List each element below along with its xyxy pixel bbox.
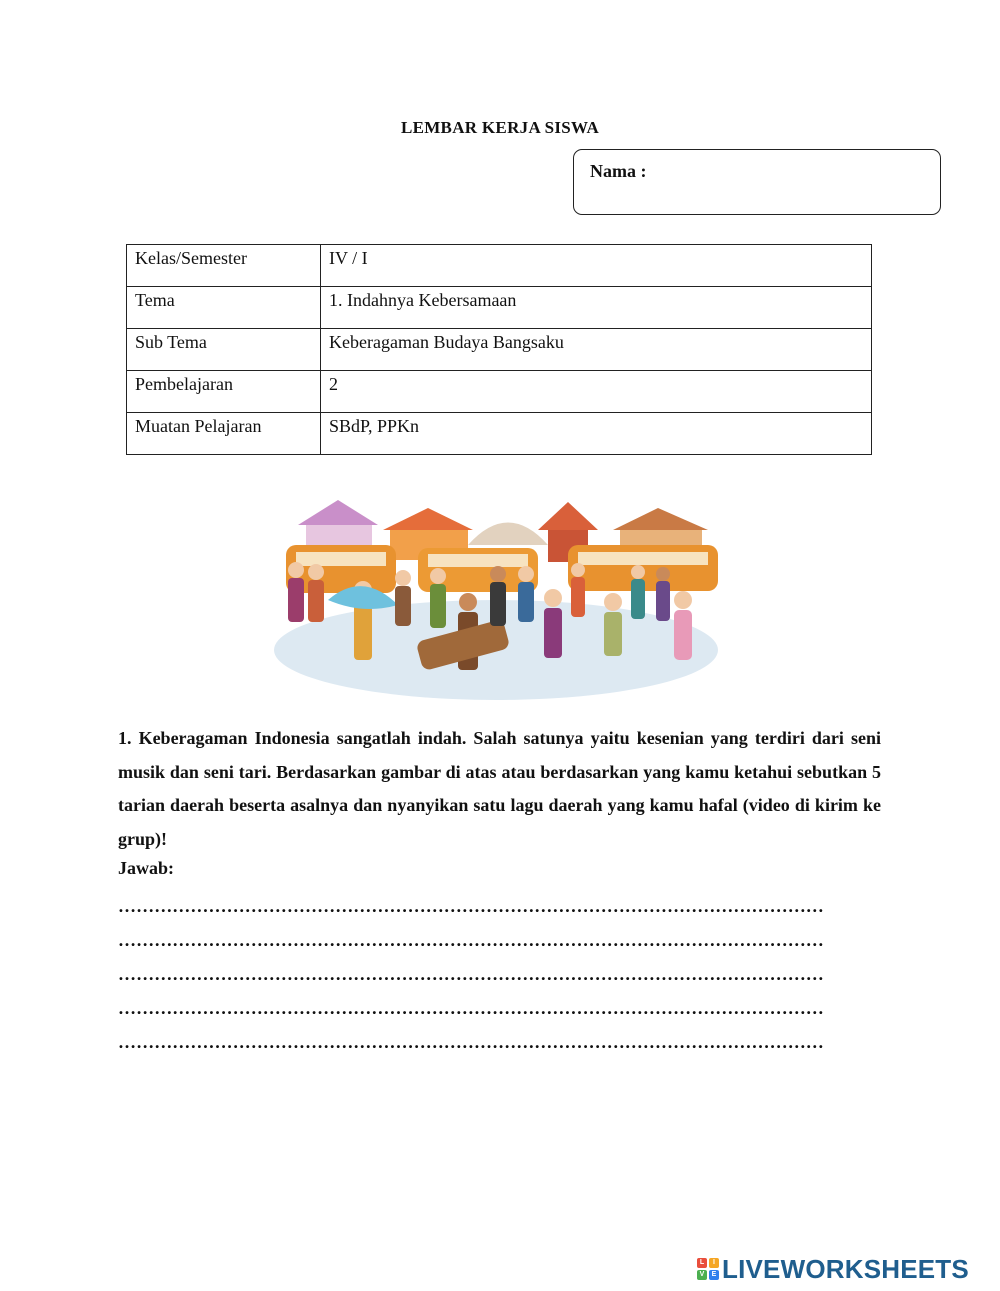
- info-value: 2: [321, 371, 872, 413]
- answer-label: Jawab:: [118, 858, 175, 878]
- logo-text: LIVEWORKSHEETS: [722, 1253, 969, 1284]
- answer-line[interactable]: ………………………………………………………………………………………………………: [118, 1032, 824, 1052]
- info-key: Sub Tema: [127, 329, 321, 371]
- info-value: Keberagaman Budaya Bangsaku: [321, 329, 872, 371]
- answer-line[interactable]: ………………………………………………………………………………………………………: [118, 998, 824, 1018]
- worksheet-title: LEMBAR KERJA SISWA: [400, 118, 600, 137]
- info-key: Muatan Pelajaran: [127, 413, 321, 455]
- table-row: [127, 329, 872, 371]
- question-text: 1. Keberagaman Indonesia sangatlah indah. Salah satunya yaitu kesenian yang terdiri dari seni musik dan seni tari. Berdasarkan gambar di atas atau berdasarkan yang kamu ketahui sebutkan 5 tarian daerah beserta asalnya dan nyanyikan satu lagu daerah yang kamu hafal (video di kirim ke grup)!: [118, 728, 881, 849]
- info-table: [126, 244, 872, 455]
- name-label: Nama :: [590, 161, 647, 181]
- table-row: [127, 245, 872, 287]
- info-key: Tema: [127, 287, 321, 329]
- logo-icon: [697, 1258, 719, 1280]
- name-field[interactable]: [573, 149, 941, 215]
- answer-area[interactable]: [118, 893, 881, 1063]
- table-row: [127, 371, 872, 413]
- logo-tile: L: [697, 1258, 707, 1268]
- info-value: IV / I: [321, 245, 872, 287]
- logo-tile: I: [709, 1258, 719, 1268]
- logo-tile: E: [709, 1270, 719, 1280]
- cultural-diversity-illustration: [268, 490, 724, 706]
- answer-line[interactable]: ………………………………………………………………………………………………………: [118, 930, 824, 950]
- liveworksheets-logo: [697, 1252, 969, 1286]
- info-key: Pembelajaran: [127, 371, 321, 413]
- table-row: [127, 413, 872, 455]
- answer-line[interactable]: ………………………………………………………………………………………………………: [118, 896, 824, 916]
- table-row: [127, 287, 872, 329]
- info-value: SBdP, PPKn: [321, 413, 872, 455]
- logo-tile: V: [697, 1270, 707, 1280]
- info-key: Kelas/Semester: [127, 245, 321, 287]
- info-value: 1. Indahnya Kebersamaan: [321, 287, 872, 329]
- answer-line[interactable]: ………………………………………………………………………………………………………: [118, 964, 824, 984]
